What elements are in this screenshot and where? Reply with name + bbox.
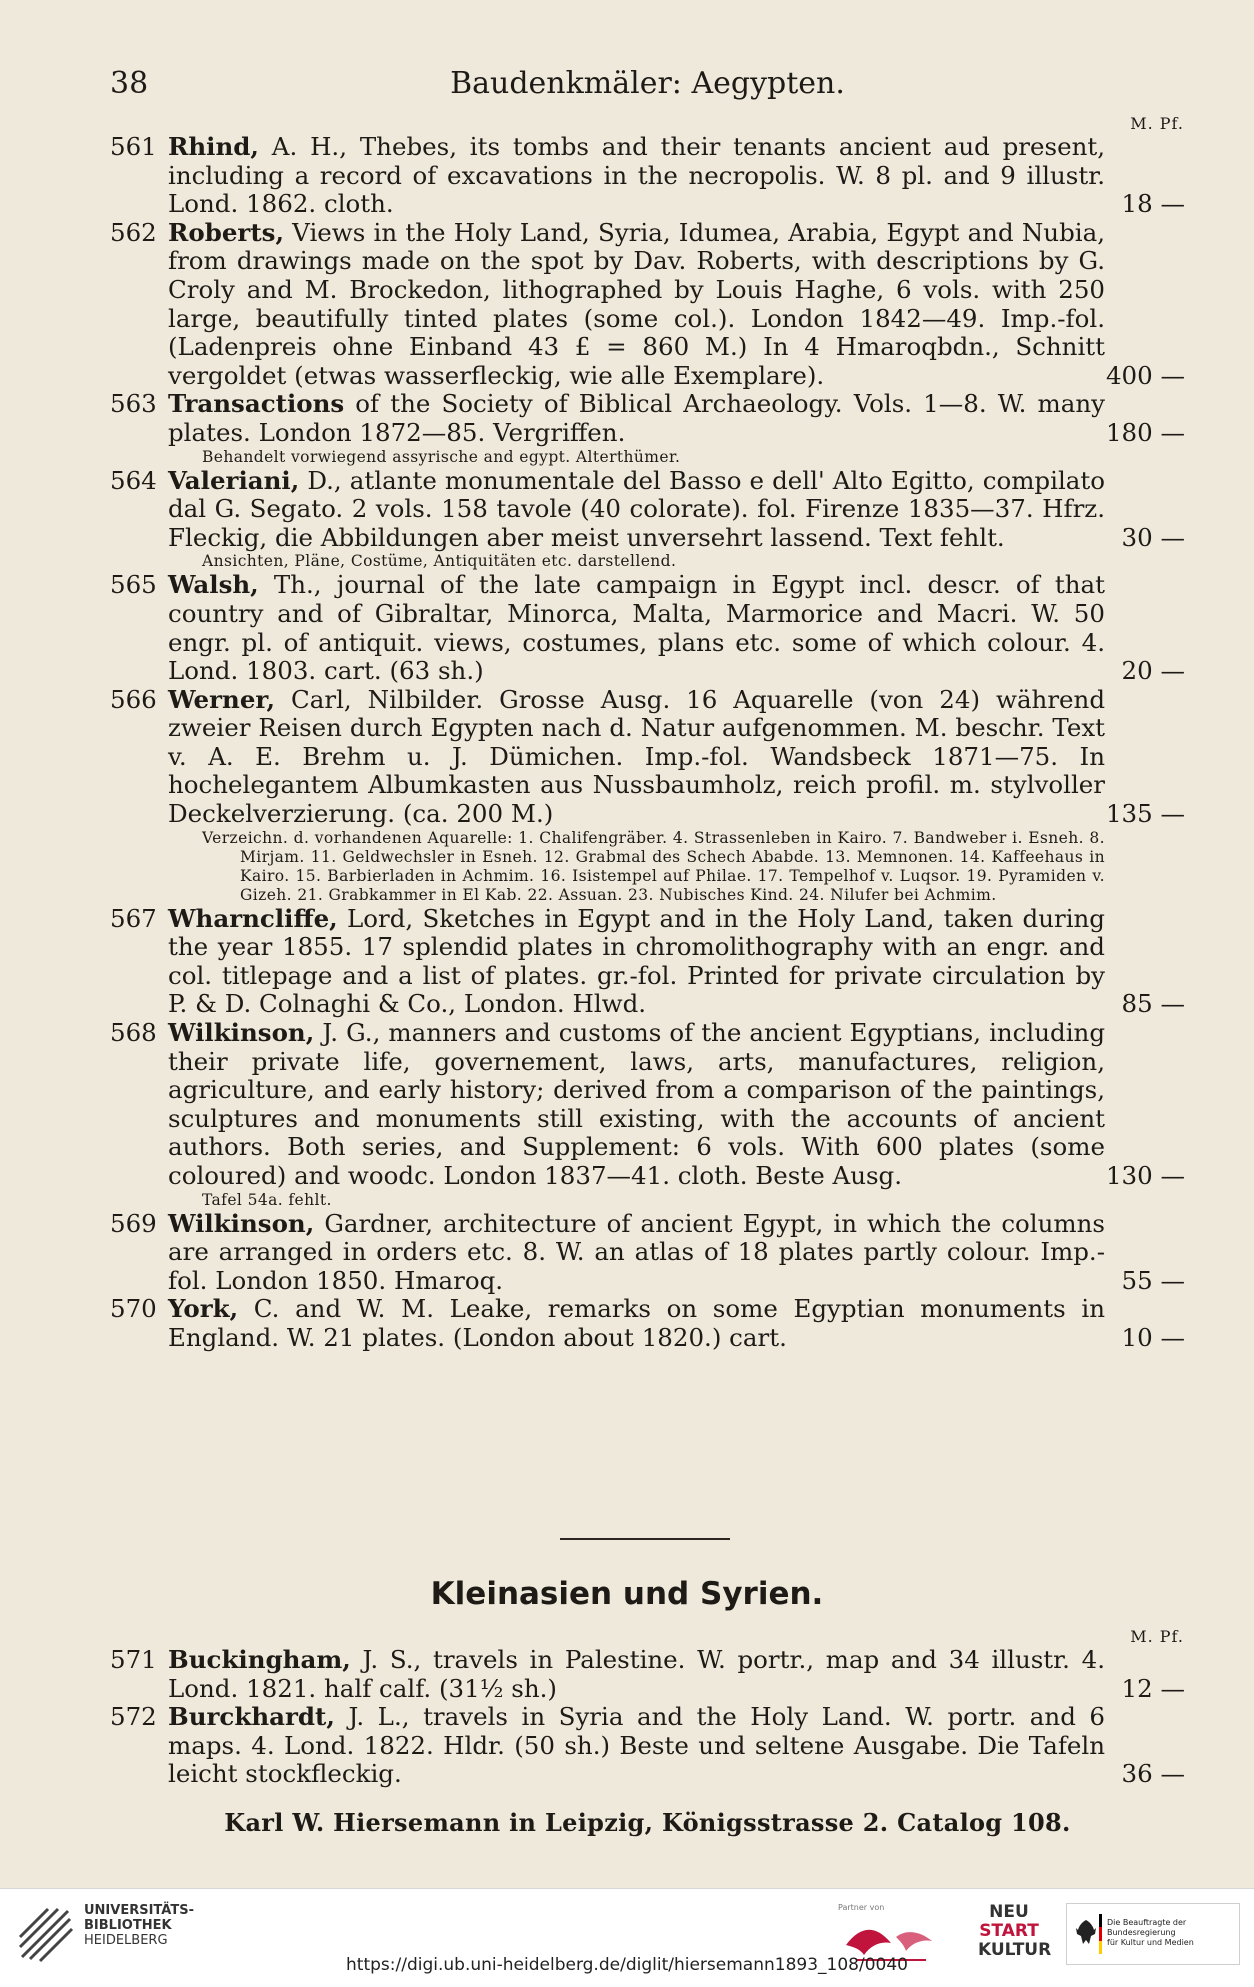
entry-price: 30 —	[1121, 522, 1185, 552]
column-heading: M. Pf.	[1130, 114, 1184, 133]
catalog-entry	[110, 1295, 1185, 1352]
entry-description	[168, 1646, 1105, 1703]
catalog-entry	[110, 905, 1185, 1019]
entry-text: D., atlante monumentale del Basso e dell' Alto Egitto, compilato dal G. Segato. 2 vols. 158 tavole (40 colorate). fol. Firenze 1835—37. Hfrz. Fleckig, die Abbildungen aber meist unversehrt lassend. Text fehlt.	[168, 465, 1105, 552]
entry-description	[168, 905, 1105, 1019]
entry-author: York,	[168, 1294, 239, 1324]
catalog-entry	[110, 1703, 1185, 1789]
running-title: Baudenkmäler: Aegypten.	[450, 66, 845, 101]
entry-price: 18 —	[1121, 189, 1185, 219]
entry-description	[168, 133, 1105, 219]
entry-author: Werner,	[168, 684, 276, 714]
entry-author: Transactions	[168, 389, 345, 419]
entry-text: Gardner, architecture of ancient Egypt, in which the columns are arranged in orders etc. 8. W. an atlas of 18 plates partly colour. Imp.-fol. London 1850. Hmaroq.	[168, 1208, 1105, 1295]
entry-text: J. L., travels in Syria and the Holy Land. W. portr. and 6 maps. 4. Lond. 1822. Hldr. (50 sh.) Beste und seltene Ausgabe. Die Tafeln leicht stockfleckig.	[168, 1702, 1105, 1789]
entry-description	[168, 467, 1105, 553]
entry-author: Valeriani,	[168, 465, 300, 495]
entry-note: Behandelt vorwiegend assyrische and egypt. Alterthümer.	[202, 447, 681, 466]
entry-text: J. S., travels in Palestine. W. portr., map and 34 illustr. 4. Lond. 1821. half calf. (31½ sh.)	[168, 1645, 1105, 1703]
entry-text: Views in the Holy Land, Syria, Idumea, Arabia, Egypt and Nubia, from drawings made on the spot by Dav. Roberts, with descriptions by G. Croly and M. Brockedon, lithographed by Louis Haghe, 6 vols. with 250 large, beautifully tinted plates (some col.). London 1842—49. Imp.-fol. (Ladenpreis ohne Einband 43 £ = 860 M.) In 4 Hmaroqbdn., Schnitt vergoldet (etwas wasserfleckig, wie alle Exemplare).	[168, 217, 1105, 390]
entry-author: Wharncliffe,	[168, 903, 338, 933]
page-number: 38	[110, 66, 149, 101]
entry-number: 571	[110, 1645, 157, 1674]
entry-description	[168, 219, 1105, 391]
entry-price: 135 —	[1105, 799, 1185, 829]
catalog-entry	[110, 467, 1185, 553]
entry-description	[168, 1295, 1105, 1352]
entry-number: 566	[110, 684, 157, 714]
entry-price: 400 —	[1105, 360, 1185, 390]
catalog-entry	[110, 1646, 1185, 1703]
entry-text: A. H., Thebes, its tombs and their tenants ancient aud present, including a record of excavations in the necropolis. W. 8 pl. and 9 illustr. Lond. 1862. cloth.	[168, 132, 1105, 219]
entry-text: Carl, Nilbilder. Grosse Ausg. 16 Aquarelle (von 24) während zweier Reisen durch Egypten nach d. Natur aufgenommen. M. beschr. Text v. A. E. Brehm u. J. Dümichen. Imp.-fol. Wandsbeck 1871—75. In hochelegantem Albumkasten aus Nussbaumholz, reich profil. m. stylvoller Deckelverzierung. (ca. 200 M.)	[168, 684, 1105, 829]
entry-number: 569	[110, 1208, 157, 1238]
viewer-footer-bar	[0, 1888, 1254, 1987]
catalog-entry	[110, 1019, 1185, 1191]
entry-author: Walsh,	[168, 570, 259, 600]
entry-text: C. and W. M. Leake, remarks on some Egyptian monuments in England. W. 21 plates. (London about 1820.) cart.	[168, 1294, 1105, 1352]
federal-commissioner-text: Die Beauftragte der Bundesregierung für Kultur und Medien	[1107, 1918, 1194, 1947]
catalog-entry	[110, 133, 1185, 219]
entry-number: 567	[110, 903, 157, 933]
university-library-name[interactable]: UNIVERSITÄTS- BIBLIOTHEK HEIDELBERG	[84, 1903, 194, 1948]
section-title: Kleinasien und Syrien.	[430, 1576, 824, 1612]
catalog-entry	[110, 571, 1185, 685]
entry-text: J. G., manners and customs of the ancient Egyptians, including their private life, governement, laws, arts, manufactures, religion, agriculture, and early history; derived from a comparison of the paintings, sculptures and monuments still existing, with the accounts of ancient authors. Both series, and Supplement: 6 vols. With 600 plates (some coloured) and woodc. London 1837—41. cloth. Beste Ausg.	[168, 1018, 1105, 1190]
entry-note: Verzeichn. d. vorhandenen Aquarelle: 1. Chalifengräber. 4. Strassenleben in Kairo. 7. Bandweber i. Esneh. 8. Mirjam. 11. Geldwechsler in Esneh. 12. Grabmal des Schech Ababde. 13. Memnonen. 14. Kaffeehaus in Kairo. 15. Barbierladen in Achmim. 16. Isistempel auf Philae. 17. Tempelhof v. Luqsor. 19. Pyramiden v. Gizeh. 21. Grabkammer in El Kab. 22. Assuan. 23. Nubisches Kind. 24. Nilufer bei Achmim.	[202, 828, 1105, 904]
section-column-heading: M. Pf.	[1130, 1627, 1184, 1646]
entry-description	[168, 686, 1105, 829]
entry-author: Burckhardt,	[168, 1702, 335, 1732]
entry-description	[168, 1703, 1105, 1789]
entry-text: Lord, Sketches in Egypt and in the Holy Land, taken during the year 1855. 17 splendid plates in chromolithography with an engr. and col. titlepage and a list of plates. gr.-fol. Printed for private circulation by P. & D. Colnaghi & Co., London. Hlwd.	[168, 903, 1105, 1019]
entry-text: Th., journal of the late campaign in Egypt incl. descr. of that country and of Gibraltar, Minorca, Malta, Marmorice and Macri. W. 50 engr. pl. of antiquit. views, costumes, plans etc. some of which colour. 4. Lond. 1803. cart. (63 sh.)	[168, 570, 1105, 686]
permalink-url[interactable]: https://digi.ub.uni-heidelberg.de/diglit/hiersemann1893_108/0040	[346, 1955, 908, 1975]
entry-author: Rhind,	[168, 132, 259, 161]
federal-eagle-icon	[1075, 1918, 1097, 1946]
entry-price: 130 —	[1105, 1161, 1185, 1190]
catalog-entry	[110, 219, 1185, 391]
partner-label: Partner von	[838, 1903, 885, 1912]
entry-description	[168, 571, 1105, 685]
entry-number: 562	[110, 217, 157, 247]
entry-note: Tafel 54a. fehlt.	[202, 1190, 332, 1209]
entry-number: 565	[110, 570, 157, 600]
entry-price: 85 —	[1121, 989, 1185, 1019]
entry-number: 561	[110, 132, 157, 161]
entry-author: Buckingham,	[168, 1645, 351, 1674]
entry-description	[168, 390, 1105, 447]
entry-number: 564	[110, 465, 157, 495]
entry-price: 10 —	[1121, 1322, 1185, 1352]
entry-description	[168, 1210, 1105, 1296]
entry-author: Roberts,	[168, 217, 284, 247]
entry-number: 572	[110, 1702, 157, 1732]
german-flag-stripes	[1099, 1914, 1102, 1954]
section-entry-list	[110, 1646, 1185, 1789]
entry-price: 20 —	[1121, 656, 1185, 686]
entry-note: Ansichten, Pläne, Costüme, Antiquitäten etc. darstellend.	[202, 552, 677, 571]
entry-price: 12 —	[1121, 1673, 1185, 1703]
entry-list	[110, 133, 1185, 1353]
entry-text: of the Society of Biblical Archaeology. Vols. 1—8. W. many plates. London 1872—85. Vergriffen.	[168, 389, 1105, 447]
entry-number: 570	[110, 1294, 157, 1324]
page-header	[110, 66, 1185, 106]
catalog-entry	[110, 686, 1185, 829]
catalog-entry	[110, 390, 1185, 447]
catalog-entry	[110, 1210, 1185, 1296]
catalog-footer: Karl W. Hiersemann in Leipzig, Königsstrasse 2. Catalog 108.	[224, 1808, 1071, 1837]
entry-price: 36 —	[1121, 1759, 1185, 1789]
entry-author: Wilkinson,	[168, 1018, 315, 1048]
entry-number: 563	[110, 389, 157, 419]
entry-price: 180 —	[1105, 417, 1185, 447]
section-divider	[560, 1538, 730, 1540]
neustart-kultur-logo[interactable]: NEU START KULTUR	[978, 1902, 1052, 1960]
entry-author: Wilkinson,	[168, 1208, 315, 1238]
entry-description	[168, 1019, 1105, 1191]
entry-number: 568	[110, 1018, 157, 1048]
entry-price: 55 —	[1121, 1265, 1185, 1295]
